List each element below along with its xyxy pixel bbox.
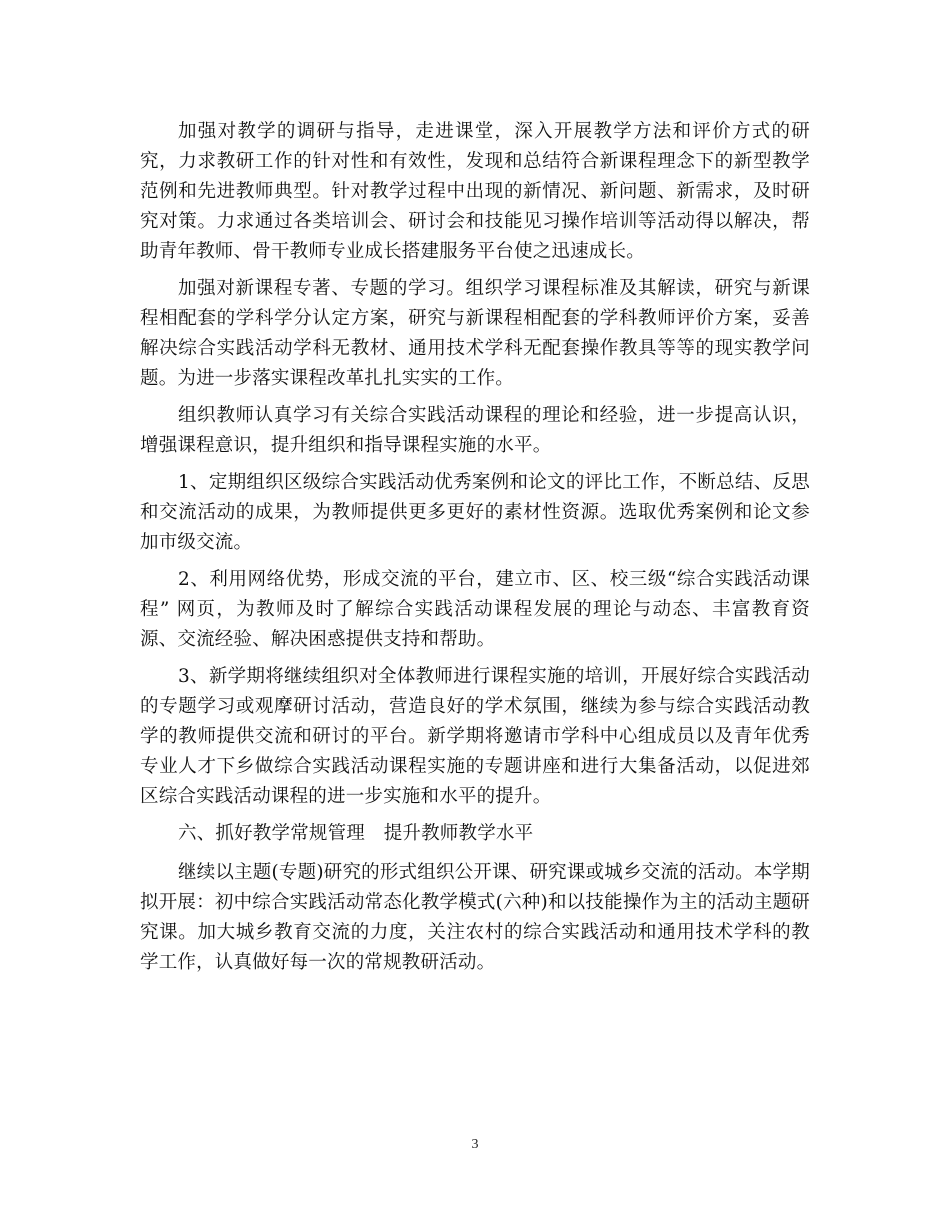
paragraph-item-3: 3、新学期将继续组织对全体教师进行课程实施的培训，开展好综合实践活动的专题学习或观摩研讨活动，营造良好的学术氛围，继续为参与综合实践活动教学的教师提供交流和研讨的平台。新学期将邀请市学科中心组成员以及青年优秀专业人才下乡做综合实践活动课程实施的专题讲座和进行大集备活动，以促进郊区综合实践活动课程的进一步实施和水平的提升。 (140, 666, 810, 807)
paragraph-teacher-learning: 组织教师认真学习有关综合实践活动课程的理论和经验，进一步提高认识，增强课程意识，提升组织和指导课程实施的水平。 (140, 405, 810, 456)
section-heading-six: 六、抓好教学常规管理 提升教师教学水平 (178, 823, 534, 844)
paragraph-routine-management: 继续以主题(专题)研究的形式组织公开课、研究课或城乡交流的活动。本学期拟开展：初中综合实践活动常态化教学模式(六种)和以技能操作为主的活动主题研究课。加大城乡教育交流的力度，关注农村的综合实践活动和通用技术学科的教学工作，认真做好每一次的常规教研活动。 (140, 862, 810, 973)
document-body (140, 117, 810, 985)
paragraph-research-guidance: 加强对教学的调研与指导，走进课堂，深入开展教学方法和评价方式的研究，力求教研工作的针对性和有效性，发现和总结符合新课程理念下的新型教学范例和先进教师典型。针对教学过程中出现的新情况、新问题、新需求，及时研究对策。力求通过各类培训会、研讨会和技能见习操作培训等活动得以解决，帮助青年教师、骨干教师专业成长搭建服务平台使之迅速成长。 (140, 121, 810, 262)
paragraph-new-curriculum-study: 加强对新课程专著、专题的学习。组织学习课程标准及其解读，研究与新课程相配套的学科学分认定方案，研究与新课程相配套的学科教师评价方案，妥善解决综合实践活动学科无教材、通用技术学科无配套操作教具等等的现实教学问题。为进一步落实课程改革扎扎实实的工作。 (140, 278, 810, 389)
paragraph-item-2: 2、利用网络优势，形成交流的平台，建立市、区、校三级“综合实践活动课程” 网页，为教师及时了解综合实践活动课程发展的理论与动态、丰富教育资源、交流经验、解决困惑提供支持和帮助。 (140, 569, 810, 650)
paragraph-item-1: 1、定期组织区级综合实践活动优秀案例和论文的评比工作，不断总结、反思和交流活动的成果，为教师提供更多更好的素材性资源。选取优秀案例和论文参加市级交流。 (140, 472, 810, 553)
page-number: 3 (471, 1137, 479, 1152)
